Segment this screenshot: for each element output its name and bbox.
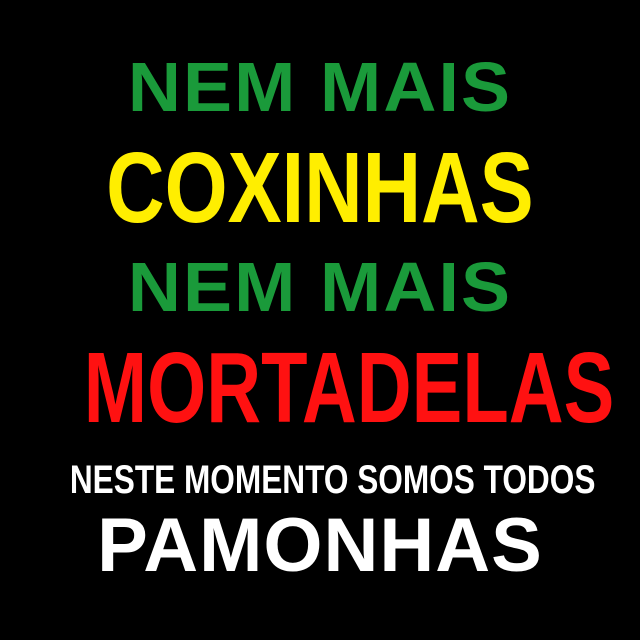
subline-text: NESTE MOMENTO SOMOS TODOS: [69, 458, 596, 502]
headline-text: NEM MAIS: [127, 48, 513, 126]
subline-neste-momento: [0, 460, 640, 500]
headline-nem-mais-1: [0, 48, 640, 126]
headline-text: PAMONHAS: [97, 503, 543, 588]
headline-text: MORTADELAS: [83, 332, 615, 444]
headline-coxinhas: [0, 132, 640, 244]
headline-nem-mais-2: [0, 248, 640, 326]
headline-mortadelas: [0, 332, 640, 444]
headline-text: NEM MAIS: [127, 248, 513, 326]
headline-text: COXINHAS: [106, 132, 534, 244]
headline-pamonhas: [0, 503, 640, 588]
